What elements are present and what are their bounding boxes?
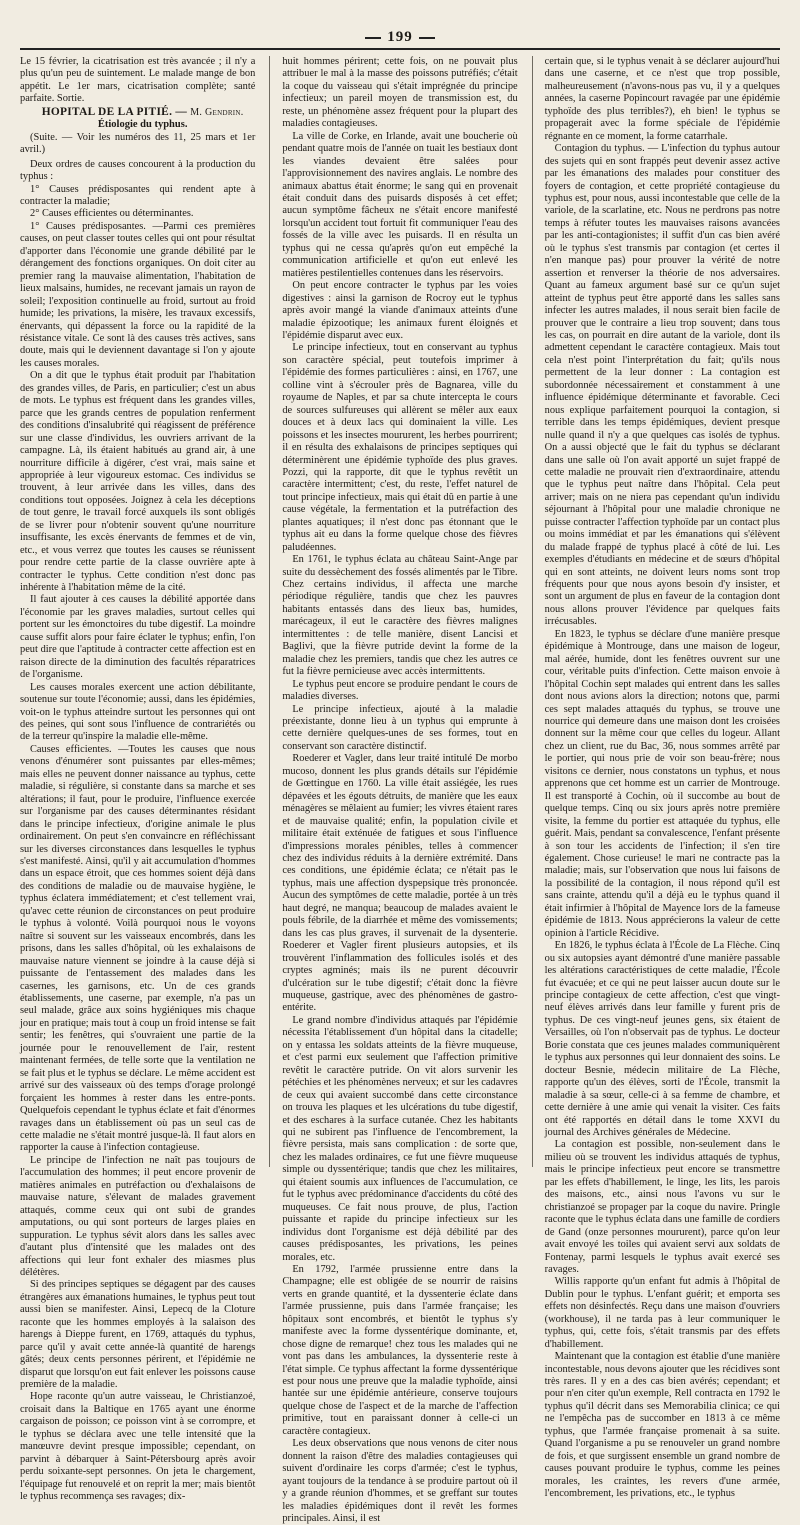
section-subtitle: Étiologie du typhus. <box>97 119 188 131</box>
column-3 <box>532 56 780 1500</box>
paragraph: Hope raconte qu'un autre vaisseau, le Christianzoé, croisait dans la Baltique en 1765 ayant une énorme cargaison de poisson; ce poisson vint à se corrompre, et le typhus se déclara avec une telle intensité que la manœuvre devint presque impossible; cependant, on parvint à débarquer à Saint-Pétersbourg après avoir perdu soixante-sept personnes. On jeta le chargement, l'équipage fut renouvelé et on reprit la mer; mais bientôt le typhus recommença ses ravages; dix- <box>20 1391 256 1503</box>
paragraph: 1° Causes prédisposantes. —Parmi ces premières causes, on peut classer toutes celles qui ont pour résultat d'apporter dans l'économie une grande débilité par le dérangement des fonctions organiques. On doit citer au premier rang la mauvaise alimentation, l'habitation de lieux malsains, humides, ne recevant jamais un rayon de soleil; l'exposition continuelle au froid, surtout au froid humide; les privations, la misère, les travaux excessifs, énervants, qui dépassent la force ou la rapidité de la résistance vitale. Ce sont là des causes très actives, sans doute, mais qui le deviennent davantage si l'on y ajoute les causes morales. <box>20 220 256 369</box>
continuation-note: (Suite. — Voir les numéros des 11, 25 mars et 1er avril.) <box>20 131 256 156</box>
paragraph: 2° Causes efficientes ou déterminantes. <box>30 208 194 220</box>
header-rule <box>20 48 780 50</box>
columns <box>20 56 780 1525</box>
paragraph: Roederer et Vagler, dans leur traité intitulé De morbo mucoso, donnent les plus grands détails sur l'épidémie de Gœttingue en 1760. La ville était assiégée, les rues dépavées et les égouts détruits, de manière que les eaux ménagères se mêlaient au fumier; les vivres étaient rares et de mauvaise qualité; enfin, la population civile et militaire était exténuée de fatigues et sous l'influence d'impressions morales pénibles, telles à commencer chez des individus réduits à la dernière extrémité. Dans ces conditions, une épidémie éclata; ce n'était pas le typhus, mais une affection dyspepsique très prononcée. Aucun des symptômes de cette maladie, portée à un très haut degré, ne manqua; beaucoup de malades avaient le pouls fébrile, de la diarrhée et même des vomissements; dans les cas plus graves, il survenait de la dysenterie. Roederer et Vagler firent plusieurs autopsies, et ils trouvèrent l'inflammation des follicules isolés et des cryptes agminés; mais ils ne purent découvrir d'ulcération sur le tube digestif; c'était donc la fièvre muqueuse, gastrique, avec des phénomènes de gastro-entérite. <box>282 753 518 1014</box>
paragraph: Les causes morales exercent une action débilitante, soutenue sur toute l'économie; aussi, dans les épidémies, voit-on le typhus atteindre surtout les personnes qui ont des peines, qui sont sous l'influence de contrariétés ou de la terreur qu'inspire la maladie elle-même. <box>20 681 256 743</box>
paragraph: En 1823, le typhus se déclare d'une manière presque épidémique à Montrouge, dans une maison de logeur, mal aérée, humide, dont les fenêtres ouvrent sur une cour, véritable puits d'infection. Cette maison envoie à l'hôpital Cochin sept malades qui entrent dans les salles dont nous avions alors la direction; notons que, parmi ces sept malades attaqués du typhus, se trouve une nourrice qui demeure dans une maison dont les croisées donnent sur la même cour que celles du logeur. Allant chez un client, rue du Bac, 36, nous sommes arrêté par le portier, qui nous prie de voir son beau-frère; nous visitons ce dernier, nous constatons un typhus, et nous apprenons que cet homme est un carrier de Montrouge. Il est transporté à Cochin, où il succombe au bout de quelque temps. Cinq ou six jours après notre première visite, la femme du portier est attaquée du typhus, elle guérit. Mais, pendant sa convalescence, l'enfant présente à son tour les accidents de l'infection; il s'en tire également. Chose curieuse! le mari ne contracte pas la maladie; mais, sur l'observation que nous lui faisons de la possibilité de la contagion, il nous répond qu'il est sans crainte, attendu qu'il a déjà eu le typhus quand il était infirmier à l'hôpital de Mayence lors de la fameuse épidémie de 1813. Nous apprécierons la valeur de cette opinion à l'article Récidive. <box>544 628 780 939</box>
paragraph: Les deux observations que nous venons de citer nous donnent la raison d'être des maladies contagieuses qui suivent d'ordinaire les corps d'armée; c'est le typhus, ayant toujours de la tendance à se produire partout où il y a grande réunion d'hommes, et se greffant sur toutes les maladies épidémiques dont il revêt les formes principales. Ainsi, il est <box>282 1438 518 1525</box>
paragraph: huit hommes périrent; cette fois, on ne pouvait plus attribuer le mal à la masse des poissons putréfiés; c'était la coque du vaisseau qui s'était imprégnée du principe infectieux; un pareil moyen de transmission est, du reste, un phénomène assez fréquent pour la plupart des maladies contagieuses. <box>282 56 518 130</box>
paragraph: certain que, si le typhus venait à se déclarer aujourd'hui dans une caserne, et ce n'est que trop possible, malheureusement (n'avons-nous pas vu, il y a quelques années, la caserne Popincourt ravagée par une épidémie typhoïde des plus terribles?), eh bien! le typhus se propagerait avec la forme spéciale de l'épidémie régnante en ce moment, la forme catarrhale. <box>544 56 780 142</box>
section-heading: HOPITAL DE LA PITIÉ. — M. Gendrin. <box>41 105 244 118</box>
paragraph: Willis rapporte qu'un enfant fut admis à l'hôpital de Dublin pour le typhus. L'enfant guérit; et emporta ses effets non désinfectés. Reçu dans une maison d'ouvriers (workhouse), il ne tarda pas à leur communiquer le typhus, qui, cette fois, s'était transmis par des effets d'habillement. <box>544 1276 780 1350</box>
dash-right <box>419 37 435 39</box>
paragraph: Le principe de l'infection ne naît pas toujours de l'accumulation des hommes; il peut encore provenir de matières animales en putréfaction ou d'exhalaisons de mauvaise nature, s'élevant de malades gravement attaqués, comme ceux qui ont subi de grandes amputations, ou qui sont porteurs de larges plaies en suppuration. Le typhus sévit alors dans les salles avec d'autant plus d'intensité que les malades ont des affections qui leur font exhaler des miasmes plus délétères. <box>20 1154 256 1278</box>
paragraph: 1° Causes prédisposantes qui rendent apte à contracter la maladie; <box>20 183 256 207</box>
paragraph: Le principe infectieux, tout en conservant au typhus son caractère spécial, peut toutefois imprimer à l'épidémie des formes particulières : ainsi, en 1767, une colline vint à s'écrouler près de Bagnarea, ville du royaume de Naples, et par sa chute intercepta le cours de sources sulfureuses qui allèrent se mêler aux eaux douces et à deux lacs qui dominaient la ville. Les poissons et les insectes moururent, les herbes pourrirent; il en résulta des exhalaisons de principes septiques qui déterminèrent une épidémie typhoïde des plus graves. Pozzi, qui la rapporte, dit que le typhus revêtit un caractère intermittent; c'est, du reste, l'effet naturel de tout principe infectieux, mais qui était dû en partie à une cause végétale, la fermentation et la putréfaction des plantes aquatiques; il n'est donc pas étonnant que le typhus ait eu dans la forme quelque chose des fièvres paludéennes. <box>282 342 518 553</box>
paragraph: Deux ordres de causes concourent à la production du typhus : <box>20 158 256 183</box>
paragraph: Maintenant que la contagion est établie d'une manière incontestable, nous devons ajouter que les récidives sont très rares. Il y en a des cas bien avérés; cependant; et pour n'en citer qu'un exemple, Rell contracta en 1792 le typhus qu'il décrit dans ses Memorabilia clinica; ce qui ne l'empêcha pas de succomber en 1813 à ce même typhus, que l'armée française promenait à sa suite. Quand l'organisme a pu se renouveler un grand nombre de fois, et que surgissent ensemble un grand nombre de causes pouvant produire le typhus, comme les peines morales, les craintes, les revers d'une armée, l'encombrement, les privations, etc., le typhus <box>544 1351 780 1500</box>
paragraph: La ville de Corke, en Irlande, avait une boucherie où pendant quatre mois de l'année on tuait les bestiaux dont les viandes devaient être salées pour l'approvisionnement des navires anglais. Le nombre des animaux abattus était énorme; le sang qui en provenait était conduit dans des puisards disposés à cet effet; aucun symptôme fâcheux ne s'était encore manifesté lorsqu'un accident tout fortuit fit communiquer l'eau des fossés de la ville avec les puisards. Il en résulta un typhus qui ne cessa qu'après qu'on eut empêché la communication artificielle et qu'on eut enlevé les matières pestilentielles contenues dans les réservoirs. <box>282 130 518 279</box>
paragraph: Le 15 février, la cicatrisation est très avancée ; il n'y a plus qu'un peu de suintement. Le malade mange de bon appétit. Le 1er mars, cicatrisation complète; santé parfaite. Sortie. <box>20 56 256 105</box>
paragraph: On a dit que le typhus était produit par l'habitation des grandes villes, de Paris, en particulier; c'est un abus de mots. Le typhus est fréquent dans les grandes villes, parce que les grands centres de population renferment des conditions d'insalubrité qui réagissent de préférence sur une classe d'individus, les ouvriers arrivant de la campagne. Là, ils étaient habitués au grand air, à une nourriture difficile à digérer, c'est vrai, mais saine et appropriée à leur vigoureux estomac. Ces individus se trouvent, à leur arrivée dans les villes, dans des conditions tout opposées. Joignez à cela les déceptions de tout genre, le travail forcé auxquels ils sont obligés de se livrer pour n'obtenir souvent qu'une nourriture insuffisante, les excès énervants de femmes et de vin, etc., et vous verrez que toutes les causes se réunissent pour rendre cette partie de la classe ouvrière apte à contracter le typhus. Cette condition n'est donc pas inhérente à l'habitation même de la cité. <box>20 370 256 594</box>
dash-left <box>365 37 381 39</box>
paragraph: Le grand nombre d'individus attaqués par l'épidémie nécessita l'établissement d'un hôpital dans la citadelle; on y entassa les soldats atteints de la fièvre muqueuse, et c'est parmi eux seulement que l'affection primitive revêtit le caractère putride. On vit alors survenir les pétéchies et les phénomènes nerveux; et sur les cadavres de ceux qui avaient succombé dans cette circonstance on trouva les plaques et les ulcérations du tube digestif, et des eschares à la surface cutanée. Chez les habitants qui ne subirent pas l'influence de l'encombrement, la fièvre persista, mais sans complication : de sorte que, chez les malades ordinaires, ce fut une fièvre muqueuse simple ou dyssentérique; tandis que chez les militaires, qui étaient soumis aux influences de l'accumulation, ce fut le typhus avec prédominance d'accidents du côté des muqueuses. Ce fait nous prouve, de plus, l'action puissante et rapide du principe infectieux sur les individus dont l'organisme est déjà débilité par des causes prédisposantes, les privations, les peines morales, etc. <box>282 1014 518 1263</box>
paragraph: Contagion du typhus. — L'infection du typhus autour des sujets qui en sont frappés peut devenir assez active par les émanations des malades pour constituer des foyers de contagion, et cette propriété contagieuse du typhus est, pour nous, aussi incontestable que celle de la variole, de la scarlatine, etc. Nous ne perdrons pas notre temps à réfuter toutes les mauvaises raisons avancées par les anti-contagionistes; il suffit d'un cas bien avéré où le typhus s'est transmis par contagion (et certes il n'en manque pas) pour prouver la vérité de notre assertion et renverser la théorie de nos adversaires. Quant au fameux argument basé sur ce qu'un sujet atteint de typhus peut être apporté dans les salles sans infecter les autres malades, il nous serait bien facile de prouver que le contraire a lieu trop souvent; dans tous les cas, on pourrait en dire autant de la variole, dont ils admettent cependant le caractère contagieux. Mais tout cela n'est point l'interprétation du fait; qu'ils nous permettent de la leur donner : La contagion est subordonnée nécessairement et constamment à une influence épidémique déterminante et favorable. Ceci nous explique parfaitement pourquoi la contagion, si terrible dans les temps épidémiques, devient presque nulle quand il n'y a que quelques cas isolés de typhus. On a aussi objecté que le fait du typhus se déclarant dans une salle où l'on avait apporté un sujet frappé de cette maladie ne prouvait rien d'extraordinaire, attendu que le typhus peut naître dans l'hôpital. Cela peut arriver; mais on ne niera pas cependant qu'un individu séjournant à l'hôpital pour une maladie chronique ne puisse contracter l'affection typhoïde par un contact plus ou moins immédiat et par les émanations qui s'élèvent du malade frappé de typhus placé à côté de lui. Les exemples d'étudiants en médecine et de sœurs d'hôpital qui en sont atteints, ne doivent leurs noms sont trop fréquents pour que nous ayons besoin d'y insister, et sont un argument de plus en faveur de la contagion dont nous allons prouver l'évidence par quelques faits irrécusables. <box>544 143 780 628</box>
paragraph: Si des principes septiques se dégagent par des causes étrangères aux émanations humaines, le typhus peut tout aussi bien se manifester. Ainsi, Lepecq de la Cloture raconte que les hommes employés à la salaison des harengs à Dieppe furent, en 1769, attaqués du typhus, parce qu'il y avait cette année-là quantité de harengs gâtés; deux cents personnes périrent, et l'épidémie ne disparut que lorsqu'on eut fait enlever les poissons cause première de la maladie. <box>20 1279 256 1391</box>
paragraph: Le principe infectieux, ajouté à la maladie préexistante, donne lieu à un typhus qui emprunte à cette dernière quelques-unes de ses formes, tout en conservant son caractère distinctif. <box>282 703 518 752</box>
paragraph: Causes efficientes. —Toutes les causes que nous venons d'énumérer sont puissantes par elles-mêmes; mais elles ne peuvent donner naissance au typhus, cette maladie, si régulière, si constante dans sa marche et ses altérations; il faut, pour le produire, l'influence exercée sur l'organisme par des causes déterminantes résidant dans le principe infectieux, d'origine animale le plus ordinairement. On peut s'en convaincre en réfléchissant sur les diverses circonstances dans lesquelles le typhus s'est manifesté. Ainsi, qu'il y ait accumulation d'hommes dans un espace étroit, que ces hommes soient déjà dans des conditions de maladie ou de mauvaise hygiène, le typhus éclatera immédiatement; et c'est tellement vrai, qu'avec cette réunion de circonstances on peut produire le typhus à volonté. Voilà pourquoi nous le voyons naître si souvent sur les vaisseaux encombrés, dans les prisons, dans les salles d'hôpital, où les exhalaisons de mauvaise nature viennent se joindre à la cause déjà si puissante de l'entassement des malades dans les casernes, les garnisons, etc. Un de ces grands établissements, une caserne, par exemple, n'a pas un seul malade, grâce aux soins hygiéniques mis chaque jour en pratique; mais tout à coup un froid intense se fait sentir; les fenêtres, qui s'ouvraient une partie de la journée pour le renouvellement de l'air, restent maintenant fermées, de telle sorte que la ventilation ne se fait plus et le typhus se déclare. Le même accident est arrivé sur des vaisseaux où des temps d'orage prolongé forçaient les hommes à rester dans les entre-ponts. Quelquefois cependant le typhus éclate et fait d'énormes ravages dans un établissement où pas un seul cas de cette maladie ne s'était montré jusque-là. Il faut alors en rapporter la cause à l'infection contagieuse. <box>20 743 256 1154</box>
paragraph: Le typhus peut encore se produire pendant le cours de maladies diverses. <box>282 678 518 703</box>
paragraph: Il faut ajouter à ces causes la débilité apportée dans l'économie par les graves maladies, surtout celles qui portent sur les émonctoires du tube digestif. La moindre cause suffit alors pour faire éclater le typhus; enfin, l'on peut dire que l'aptitude à contracter cette affection est en raison directe de la diminution des facultés réparatrices de l'organisme. <box>20 594 256 681</box>
paragraph: La contagion est possible, non-seulement dans le milieu où se trouvent les individus attaqués de typhus, mais le principe infectieux peut encore se transmettre par les effets d'habillement, le linge, les lits, les parois des maisons, etc., ainsi nous l'avons vu sur le christianzoé se propager par la coque du navire. Pringle raconte que le typhus éclata dans une famille de cordiers de Gand (onze personnes moururent), parce qu'on leur avait envoyé les toiles qui avaient servi aux soldats de Fontenay, parmi lesquels le typhus avait exercé ses ravages. <box>544 1139 780 1275</box>
paragraph: En 1792, l'armée prussienne entre dans la Champagne; elle est obligée de se nourrir de raisins verts en grande quantité, et la dyssenterie éclate dans l'armée prussienne, puis dans l'armée française; les hôpitaux sont encombrés, et bientôt le typhus s'y manifeste avec la forme dyssentérique dominante, et, chose digne de remarque! chez tous les malades qui ne vont pas dans les ambulances, la dyssenterie reste à l'état simple. Ce typhus affectant la forme dyssentérique est pour nous une preuve que la maladie typhoïde, ainsi hantée sur une épidémie antérieure, conserve toujours quelque chose de l'aspect et de la marche de l'affection primitive, tout en paraissant donner à celle-ci un caractère contagieux. <box>282 1263 518 1437</box>
column-2 <box>269 56 518 1525</box>
paragraph: En 1761, le typhus éclata au château Saint-Ange par suite du dessèchement des fossés alimentés par le Tibre. Chez certains individus, il affecta une marche périodique régulière, tandis que chez les pauvres habitants entassés dans des lieux bas, humides, marécageux, il eut le caractère des fièvres malignes intermittentes : de telle manière, disent Lancisi et Baglivi, que la fièvre putride devint la forme de la maladie chez les premiers, tandis que chez les autres ce fut la fièvre pernicieuse avec accès intermittents. <box>282 554 518 678</box>
paragraph: On peut encore contracter le typhus par les voies digestives : ainsi la garnison de Rocroy eut le typhus après avoir mangé la viande d'animaux atteints d'une maladie épizootique; les animaux furent éloignés et l'épidémie disparut avec eux. <box>282 280 518 341</box>
paragraph: En 1826, le typhus éclata à l'École de La Flèche. Cinq ou six autopsies ayant démontré d'une manière passable les altérations caractéristiques de cette maladie, l'École fut évacuée; et ce qui ne peut laisser aucun doute sur le principe contagieux de cette affection, c'est que vingt-neuf élèves arrivés dans leur famille y furent pris de typhus. De ces vingt-neuf jeunes gens, six étaient de Versailles, où l'on n'observait pas de typhus. Le docteur Borie constata que ces jeunes malades communiquèrent le typhus aux personnes qui leur donnaient des soins. Le docteur Besnie, médecin militaire de La Flèche, rapporte qu'un des élèves, sorti de l'École, transmit la maladie à sa sœur, celle-ci à sa femme de chambre, et cette dernière à une amie qui venait la visiter. Ces faits ont été rapportés en détail dans le tome XXVI du journal des Archives générales de Médecine. <box>544 940 780 1138</box>
column-1 <box>20 56 256 1503</box>
page-number: 199 <box>20 26 780 52</box>
